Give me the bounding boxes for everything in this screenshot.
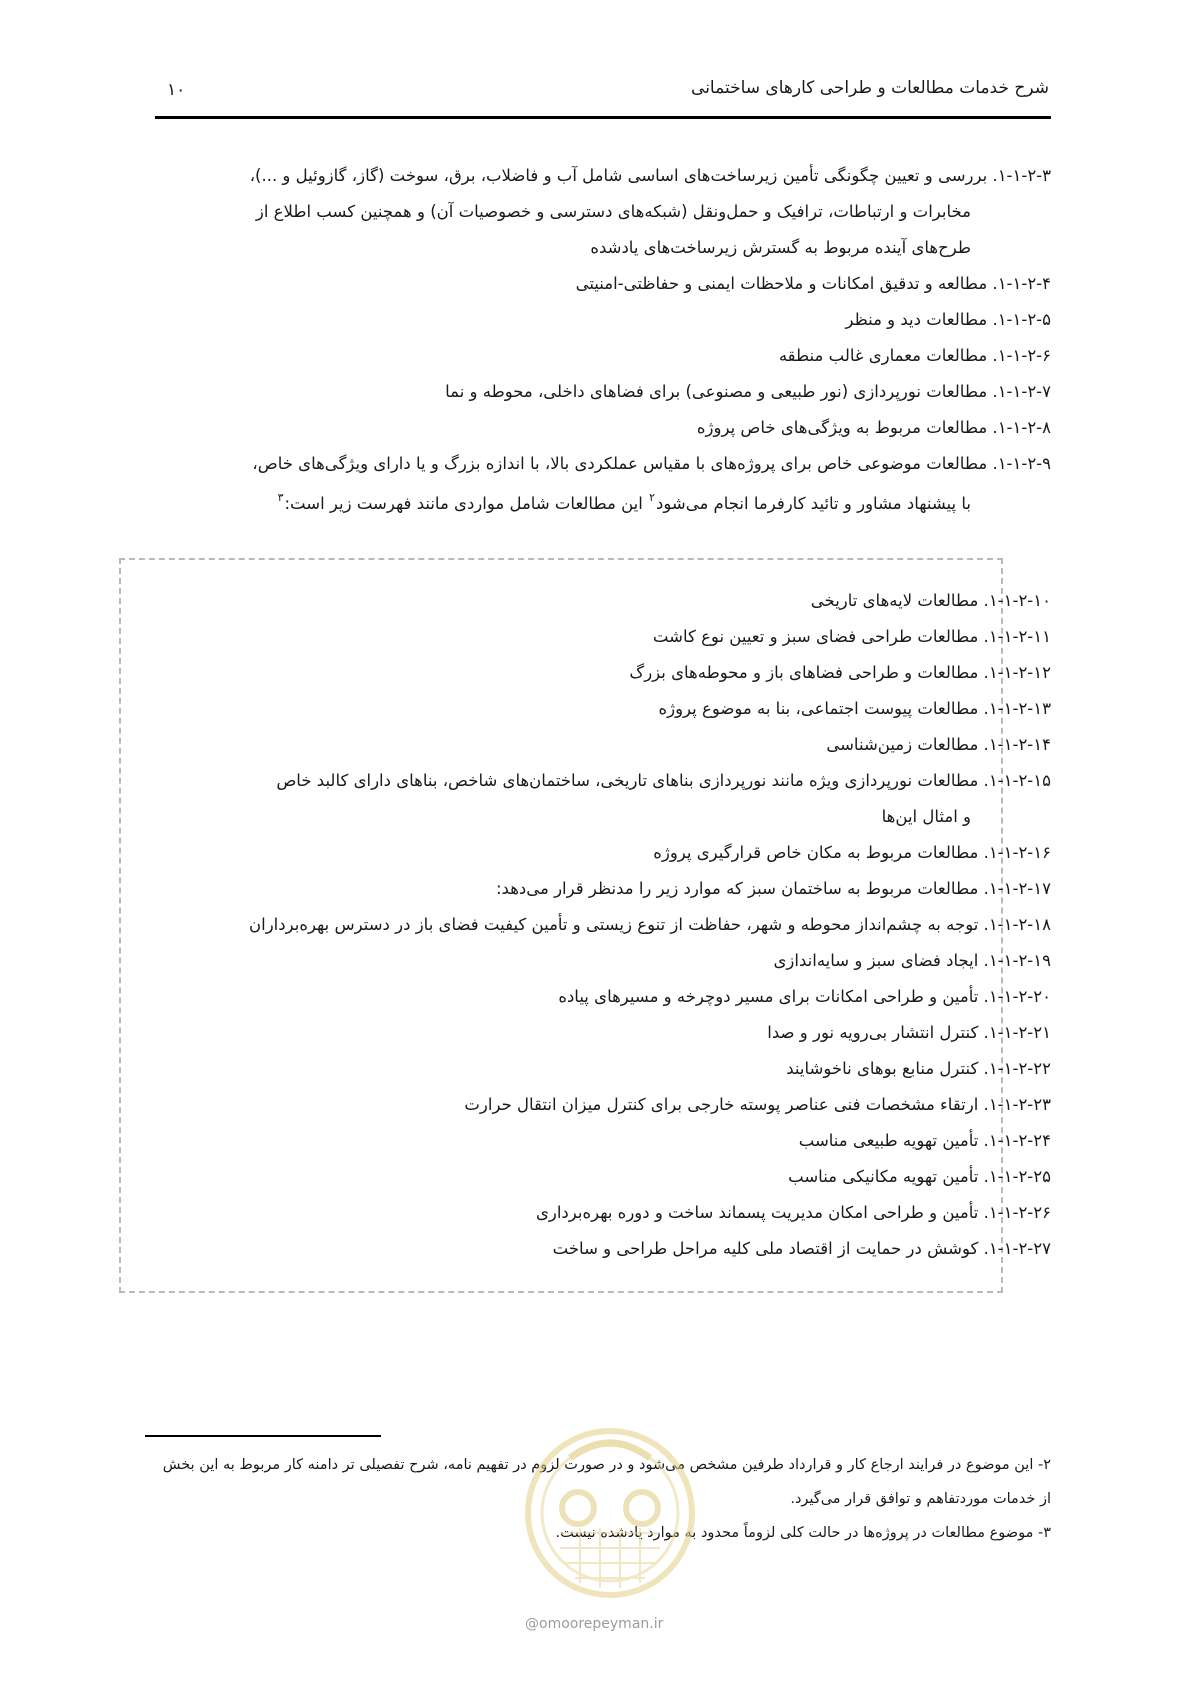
list-item: ۱-۱-۲-۲۵. تأمین تهویه مکانیکی مناسب: [788, 1167, 1051, 1186]
gear-seal-logo-icon: [520, 1418, 700, 1618]
footnote-rule: [145, 1435, 381, 1437]
list-item: ۱-۱-۲-۷. مطالعات نورپردازی (نور طبیعی و مصنوعی) برای فضاهای داخلی، محوطه و نما: [445, 382, 1051, 401]
list-item-continuation: و امثال این‌ها: [881, 807, 971, 826]
header-title: شرح خدمات مطالعات و طراحی کارهای ساختمانی: [691, 78, 1049, 98]
list-item: ۱-۱-۲-۴. مطالعه و تدقیق امکانات و ملاحظات ایمنی و حفاظتی-امنیتی: [575, 274, 1051, 293]
list-item-continuation: مخابرات و ارتباطات، ترافیک و حمل‌ونقل (شبکه‌های دسترسی و خصوصیات آن) و همچنین کسب اطلاع از: [255, 202, 971, 221]
list-item: ۱-۱-۲-۸. مطالعات مربوط به ویژگی‌های خاص پروژه: [696, 418, 1051, 437]
footnote-continuation: از خدمات موردتفاهم و توافق قرار می‌گیرد.: [790, 1491, 1051, 1507]
list-item-continuation: [145, 486, 1051, 524]
list-item: ۱-۱-۲-۳. بررسی و تعیین چگونگی تأمین زیرساخت‌های اساسی شامل آب و فاضلاب، برق، سوخت (گاز، گازوئیل و ...)،: [249, 166, 1051, 185]
page-number: ۱۰: [167, 80, 186, 100]
list-item: ۱-۱-۲-۲۱. کنترل انتشار بی‌رویه نور و صدا: [767, 1023, 1051, 1042]
list-item: ۱-۱-۲-۱۵. مطالعات نورپردازی ویژه مانند نورپردازی بناهای تاریخی، ساختمان‌های شاخص، بناهای دارای کالبد خاص: [276, 771, 1051, 790]
list-item: ۱-۱-۲-۲۰. تأمین و طراحی امکانات برای مسیر دوچرخه و مسیرهای پیاده: [558, 987, 1051, 1006]
list-item: ۱-۱-۲-۱۳. مطالعات پیوست اجتماعی، بنا به موضوع پروژه: [658, 699, 1051, 718]
box-list: [145, 583, 1051, 1267]
section-list: [145, 158, 1051, 524]
continuation-text: این مطالعات شامل مواردی مانند فهرست زیر است:: [284, 494, 649, 513]
list-item: ۱-۱-۲-۱۸. توجه به چشم‌انداز محوطه و شهر، حفاظت از تنوع زیستی و تأمین کیفیت فضای باز در دسترس بهره‌برداران: [249, 915, 1051, 934]
list-item: ۱-۱-۲-۱۴. مطالعات زمین‌شناسی: [826, 735, 1051, 754]
list-item: ۱-۱-۲-۲۳. ارتقاء مشخصات فنی عناصر پوسته خارجی برای کنترل میزان انتقال حرارت: [464, 1095, 1051, 1114]
list-item: ۱-۱-۲-۶. مطالعات معماری غالب منطقه: [778, 346, 1051, 365]
list-item-continuation: طرح‌های آینده مربوط به گسترش زیرساخت‌های یادشده: [590, 238, 971, 257]
footnote-item: ۲- این موضوع در فرایند ارجاع کار و قرارداد طرفین مشخص می‌شود و در صورت لزوم در تفهیم نامه، شرح تفصیلی تر دامنه کار مربوط به این بخش: [162, 1457, 1051, 1473]
list-item: ۱-۱-۲-۲۴. تأمین تهویه طبیعی مناسب: [798, 1131, 1051, 1150]
list-item: ۱-۱-۲-۹. مطالعات موضوعی خاص برای پروژه‌های با مقیاس عملکردی بالا، با اندازه بزرگ و یا دارای ویژگی‌های خاص،: [252, 454, 1051, 473]
list-item: ۱-۱-۲-۲۲. کنترل منابع بوهای ناخوشایند: [786, 1059, 1051, 1078]
footnote-marker[interactable]: ۲: [649, 491, 655, 504]
continuation-text: با پیشنهاد مشاور و تائید کارفرما انجام می‌شود: [656, 494, 971, 513]
list-item: ۱-۱-۲-۱۷. مطالعات مربوط به ساختمان سبز که موارد زیر را مدنظر قرار می‌دهد:: [495, 879, 1051, 898]
list-item: ۱-۱-۲-۱۶. مطالعات مربوط به مکان خاص قرارگیری پروژه: [653, 843, 1051, 862]
footnote-item: ۳- موضوع مطالعات در پروژه‌ها در حالت کلی لزوماً محدود به موارد یادشده نیست.: [555, 1525, 1051, 1541]
footnote-marker[interactable]: ۳: [277, 491, 284, 504]
header-rule: [155, 116, 1051, 119]
list-item: ۱-۱-۲-۱۰. مطالعات لایه‌های تاریخی: [810, 591, 1051, 610]
list-item: ۱-۱-۲-۱۹. ایجاد فضای سبز و سایه‌اندازی: [773, 951, 1051, 970]
list-item: ۱-۱-۲-۲۷. کوشش در حمایت از اقتصاد ملی کلیه مراحل طراحی و ساخت: [552, 1239, 1051, 1258]
list-item: ۱-۱-۲-۵. مطالعات دید و منظر: [845, 310, 1051, 329]
list-item: ۱-۱-۲-۱۲. مطالعات و طراحی فضاهای باز و محوطه‌های بزرگ: [629, 663, 1051, 682]
watermark-url: @omoorepeyman.ir: [525, 1616, 664, 1632]
list-item: ۱-۱-۲-۱۱. مطالعات طراحی فضای سبز و تعیین نوع کاشت: [652, 627, 1051, 646]
list-item: ۱-۱-۲-۲۶. تأمین و طراحی امکان مدیریت پسماند ساخت و دوره بهره‌برداری: [535, 1203, 1051, 1222]
